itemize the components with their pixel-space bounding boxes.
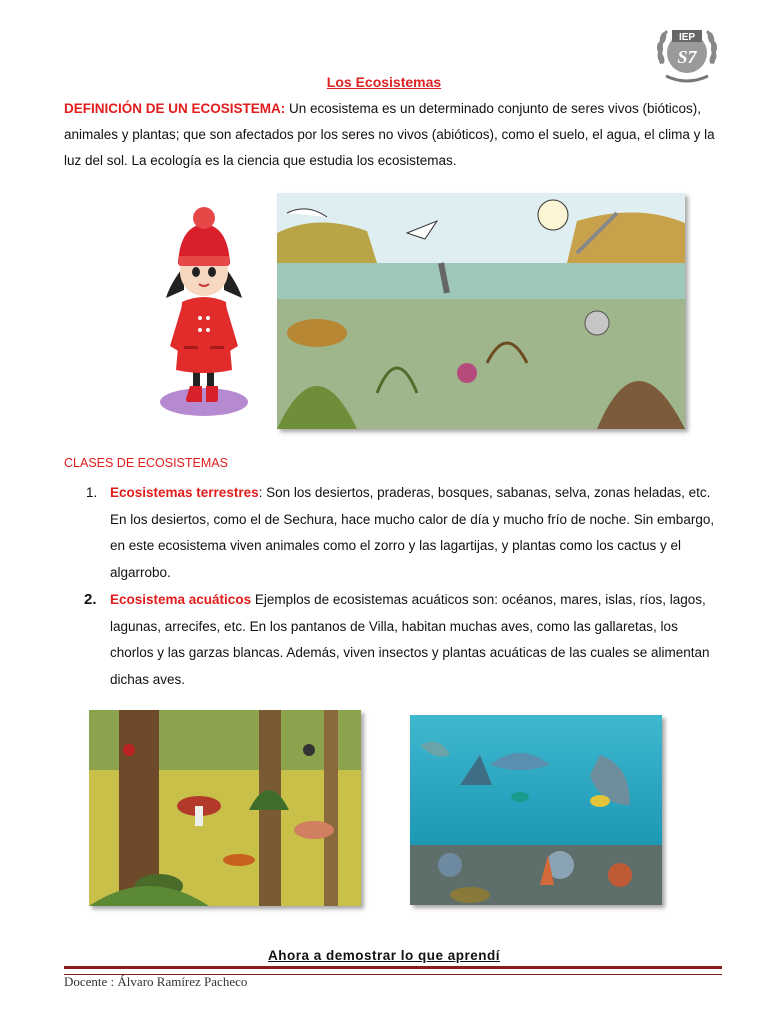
logo-text: IEP bbox=[678, 32, 696, 43]
list-number: 1. bbox=[86, 485, 98, 500]
coastal-ecosystem-image bbox=[277, 193, 685, 429]
classes-title: CLASES DE ECOSISTEMAS bbox=[64, 456, 228, 470]
list-item-aquatic bbox=[84, 587, 720, 693]
girl-illustration bbox=[160, 206, 248, 420]
page-title: Los Ecosistemas bbox=[326, 74, 442, 90]
list-number: 2. bbox=[84, 591, 97, 608]
ocean-ecosystem-image bbox=[410, 715, 662, 905]
item-text: : Son los desiertos, praderas, bosques, sabanas, selva, zonas heladas, etc. En los desiertos, como el de Sechura, hace mucho calor de día y mucho frío de noche. Sin embargo, en este ecosistema viven animales como el zorro y las lagartijas, y plantas como los cactus y el algarrobo. bbox=[110, 485, 715, 580]
logo-number: S7 bbox=[677, 47, 697, 67]
definition-paragraph bbox=[64, 96, 724, 174]
list-item-terrestrial bbox=[86, 480, 720, 586]
item-text: Ejemplos de ecosistemas acuáticos son: océanos, mares, islas, ríos, lagos, lagunas, arrecifes, etc. En los pantanos de Villa, habitan muchas aves, como las gallaretas, los chorlos y las garzas blancas. Además, viven insectos y plantas acuáticas de las cuales se alimentan dichas aves. bbox=[110, 592, 710, 687]
forest-ecosystem-image bbox=[89, 710, 361, 906]
closing-heading: Ahora a demostrar lo que aprendí bbox=[267, 948, 501, 963]
teacher-name: Docente : Álvaro Ramírez Pacheco bbox=[64, 974, 248, 989]
item-label: Ecosistema acuáticos bbox=[110, 592, 252, 607]
definition-text: Un ecosistema es un determinado conjunto de seres vivos (bióticos), animales y plantas; que son afectados por los seres no vivos (abióticos), como el suelo, el agua, el clima y la luz del sol. La ecología es la ciencia que estudia los ecosistemas. bbox=[64, 101, 715, 168]
item-label: Ecosistemas terrestres bbox=[110, 485, 259, 500]
definition-label: DEFINICIÓN DE UN ECOSISTEMA: bbox=[64, 101, 286, 116]
